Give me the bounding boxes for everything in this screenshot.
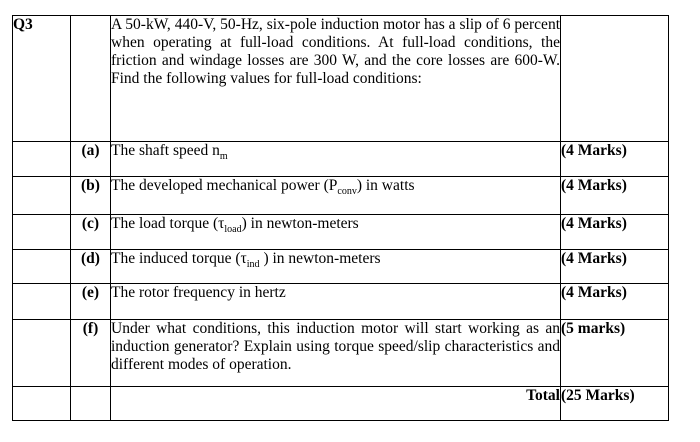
part-row-e bbox=[13, 284, 669, 320]
part-text-main: The induced torque (τ bbox=[111, 250, 247, 267]
part-row-a bbox=[13, 142, 669, 177]
part-marks: (4 Marks) bbox=[561, 215, 669, 250]
empty-cell bbox=[71, 387, 111, 421]
part-marks: (4 Marks) bbox=[561, 177, 669, 215]
question-stem-row bbox=[13, 16, 669, 142]
part-text-main: The shaft speed n bbox=[111, 142, 220, 159]
part-text bbox=[111, 284, 561, 320]
part-marks: (4 Marks) bbox=[561, 284, 669, 320]
question-number: Q3 bbox=[13, 16, 71, 142]
empty-cell bbox=[13, 177, 71, 215]
part-label: (e) bbox=[71, 284, 111, 320]
total-marks: (25 Marks) bbox=[561, 387, 669, 421]
question-table bbox=[12, 15, 669, 421]
part-row-b bbox=[13, 177, 669, 215]
part-text-subscript: ind bbox=[246, 259, 260, 271]
part-label: (c) bbox=[71, 215, 111, 250]
part-text bbox=[111, 250, 561, 284]
part-text bbox=[111, 215, 561, 250]
part-text-subscript: load bbox=[224, 224, 242, 236]
part-row-c bbox=[13, 215, 669, 250]
empty-cell bbox=[13, 215, 71, 250]
part-text-tail: ) in newton-meters bbox=[241, 215, 359, 232]
part-label: (d) bbox=[71, 250, 111, 284]
part-text-main: The rotor frequency in hertz bbox=[111, 284, 286, 301]
question-stem: A 50-kW, 440-V, 50-Hz, six-pole induction motor has a slip of 6 percent when operating at full-load conditions. At full-load conditions, the friction and windage losses are 300 W, and the core losses are 600-W. Find the following values for full-load conditions: bbox=[111, 16, 561, 142]
empty-cell bbox=[13, 320, 71, 387]
part-text-main: The developed mechanical power (P bbox=[111, 177, 338, 194]
part-label: (f) bbox=[71, 320, 111, 387]
empty-cell bbox=[13, 387, 71, 421]
part-marks: (4 Marks) bbox=[561, 250, 669, 284]
empty-cell bbox=[13, 250, 71, 284]
part-text bbox=[111, 177, 561, 215]
empty-cell bbox=[13, 284, 71, 320]
part-text-tail: ) in watts bbox=[356, 177, 415, 194]
empty-cell bbox=[561, 16, 669, 142]
part-label: (b) bbox=[71, 177, 111, 215]
part-text-main: Under what conditions, this induction motor will start working as an induction generator? Explain using torque speed/slip characteristics and different modes of operation. bbox=[111, 320, 560, 373]
part-label: (a) bbox=[71, 142, 111, 177]
part-row-d bbox=[13, 250, 669, 284]
part-marks: (5 marks) bbox=[561, 320, 669, 387]
part-row-f bbox=[13, 320, 669, 387]
total-row bbox=[13, 387, 669, 421]
part-marks: (4 Marks) bbox=[561, 142, 669, 177]
empty-cell bbox=[71, 16, 111, 142]
part-text bbox=[111, 320, 561, 387]
part-text bbox=[111, 142, 561, 177]
total-label: Total bbox=[111, 387, 561, 421]
empty-cell bbox=[13, 142, 71, 177]
part-text-subscript: m bbox=[219, 151, 228, 163]
part-text-subscript: conv bbox=[337, 186, 357, 198]
part-text-tail: ) in newton-meters bbox=[259, 250, 381, 267]
part-text-main: The load torque (τ bbox=[111, 215, 225, 232]
